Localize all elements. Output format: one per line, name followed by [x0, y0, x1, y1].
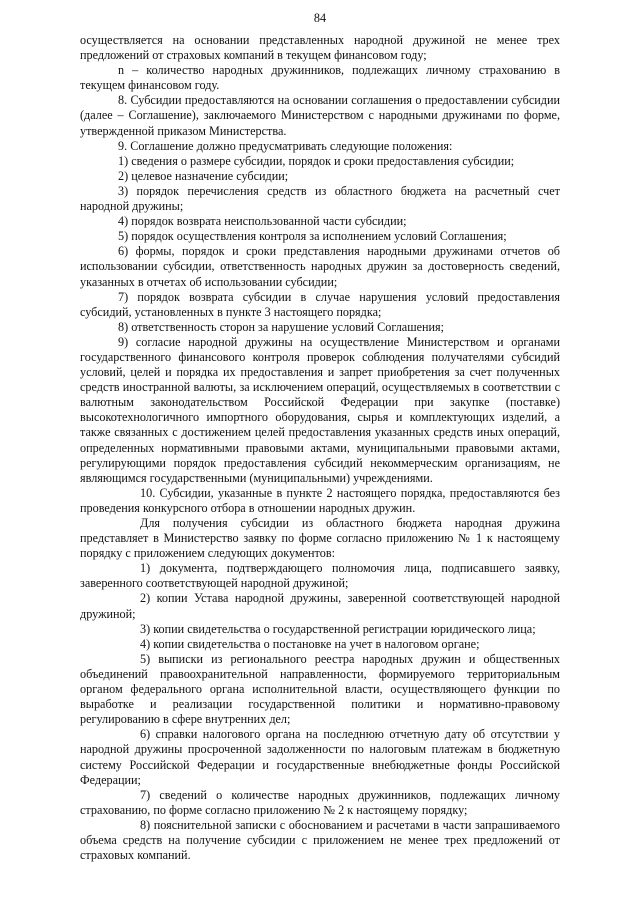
paragraph: 9) согласие народной дружины на осуществление Министерством и органами государственного финансового контроля проверок соблюдения получателями субсидий условий, целей и порядка их предоставления и запрет приобретения за счет полученных средств иностранной валюты, за исключением операций, осуществляемых в соответствии с валютным законодательством Российской Федерации при закупке (поставке) высокотехнологичного импортного оборудования, сырья и комплектующих изделий, а также связанных с достижением целей предоставления указанных средств иных операций, определенных нормативными правовыми актами, муниципальными правовыми актами, регулирующими порядок предоставления субсидий некоммерческим организациям, не являющимся государственными (муниципальными) учреждениями. — [80, 334, 560, 485]
paragraph: 8) ответственность сторон за нарушение условий Соглашения; — [118, 319, 445, 334]
paragraph: 7) сведений о количестве народных дружинников, подлежащих личному страхованию, по форме согласно приложению № 2 к настоящему порядку; — [80, 787, 560, 817]
paragraph: 10. Субсидии, указанные в пункте 2 настоящего порядка, предоставляются без проведения конкурсного отбора в отношении народных дружин. — [80, 485, 560, 515]
paragraph: 2) целевое назначение субсидии; — [118, 168, 289, 183]
document-body — [80, 33, 560, 863]
document-page — [80, 10, 560, 863]
paragraph: 9. Соглашение должно предусматривать следующие положения: — [118, 138, 453, 153]
paragraph: 2) копии Устава народной дружины, заверенной соответствующей народной дружиной; — [80, 591, 560, 621]
paragraph: 4) порядок возврата неиспользованной части субсидии; — [118, 214, 407, 229]
paragraph: 4) копии свидетельства о постановке на учет в налоговом органе; — [140, 636, 480, 651]
paragraph: 5) порядок осуществления контроля за исполнением условий Соглашения; — [118, 229, 507, 244]
paragraph: 3) копии свидетельства о государственной регистрации юридического лица; — [140, 621, 536, 636]
paragraph: Для получения субсидии из областного бюджета народная дружина представляет в Министерство заявку по форме согласно приложению № 1 к настоящему порядку с приложением следующих документов: — [80, 516, 560, 561]
paragraph: 7) порядок возврата субсидии в случае нарушения условий предоставления субсидий, установленных в пункте 3 настоящего порядка; — [80, 289, 560, 319]
paragraph: 1) документа, подтверждающего полномочия лица, подписавшего заявку, заверенного соответствующей народной дружиной; — [80, 561, 560, 591]
paragraph: 8) пояснительной записки с обоснованием и расчетами в части запрашиваемого объема средств на получение субсидии с приложением не менее трех предложений от страховых компаний. — [80, 817, 560, 863]
paragraph: 8. Субсидии предоставляются на основании соглашения о предоставлении субсидии (далее – Соглашение), заключаемого Министерством с народными дружинами по форме, утвержденной приказом Министерства. — [80, 93, 560, 138]
paragraph: 3) порядок перечисления средств из областного бюджета на расчетный счет народной дружины; — [80, 183, 560, 214]
paragraph: осуществляется на основании представленных народной дружиной не менее трех предложений от страховых компаний в текущем финансовом году; — [80, 33, 560, 63]
paragraph: 5) выписки из регионального реестра народных дружин и общественных объединений правоохранительной направленности, формируемого территориальным органом федерального органа исполнительной власти, осуществляющего функции по выработке и реализации государственной политики и нормативно-правовому регулированию в сфере внутренних дел; — [80, 651, 560, 727]
paragraph: n – количество народных дружинников, подлежащих личному страхованию в текущем финансовом году. — [80, 63, 560, 93]
paragraph: 6) справки налогового органа на последнюю отчетную дату об отсутствии у народной дружины просроченной задолженности по налоговым платежам в бюджетную систему Российской Федерации и государственные внебюджетные фонды Российской Федерации; — [80, 727, 560, 787]
paragraph: 6) формы, порядок и сроки представления народными дружинами отчетов об использовании субсидии, ответственность народных дружин за достоверность сведений, указанных в отчетах об использовании субсидии; — [80, 244, 560, 289]
page-number: 84 — [313, 11, 327, 25]
paragraph: 1) сведения о размере субсидии, порядок и сроки предоставления субсидии; — [118, 153, 515, 168]
